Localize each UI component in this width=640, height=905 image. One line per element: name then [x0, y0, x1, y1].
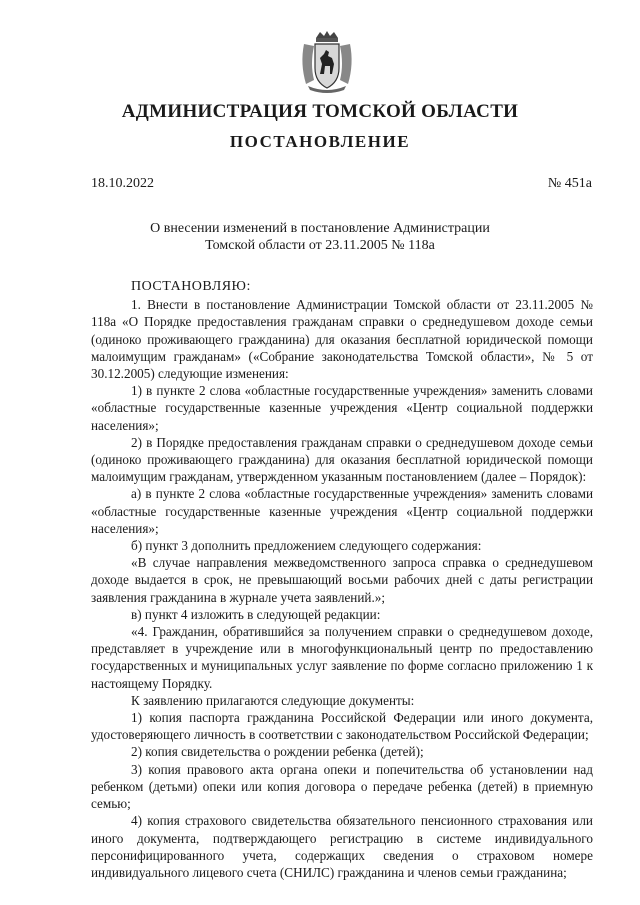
body-paragraph: 1) копия паспорта гражданина Российской Федерации или иного документа, удостоверяющего личность в соответствии с законодательством Российской Федерации;	[91, 710, 593, 743]
body-paragraph: 1) в пункте 2 слова «областные государственные учреждения» заменить словами «областные государственные казенные учреждения «Центр социальной поддержки населения»;	[91, 383, 593, 433]
document-number: № 451а	[547, 176, 592, 191]
document-date: 18.10.2022	[91, 176, 154, 191]
subject-line-1: О внесении изменений в постановление Администрации	[150, 221, 490, 236]
subject-line-2: Томской области от 23.11.2005 № 118а	[205, 238, 435, 253]
coat-of-arms-icon	[298, 30, 356, 94]
body-paragraph: 1. Внести в постановление Администрации Томской области от 23.11.2005 № 118а «О Порядке предоставления гражданам справки о среднедушевом доходе семьи (одиноко проживающего гражданина) для оказания бесплатной юридической помощи малоимущим гражданам» («Собрание законодательства Томской области», № 5 от 30.12.2005) следующие изменения:	[91, 297, 593, 382]
body-paragraph: К заявлению прилагаются следующие документы:	[131, 692, 415, 708]
document-body	[91, 278, 593, 881]
body-paragraph: 2) копия свидетельства о рождении ребенка (детей);	[131, 744, 424, 760]
body-paragraph: 3) копия правового акта органа опеки и попечительства об установлении над ребенком (детьми) опеки или копия договора о передаче ребенка (детей) в приемную семью;	[91, 761, 593, 812]
document-type: ПОСТАНОВЛЕНИЕ	[229, 132, 411, 151]
resolution-heading: ПОСТАНОВЛЯЮ:	[131, 279, 251, 294]
body-paragraph: б) пункт 3 дополнить предложением следующего содержания:	[131, 538, 482, 554]
body-paragraph: 4) копия страхового свидетельства обязательного пенсионного страхования или иного документа, подтверждающего регистрацию в системе индивидуального персонифицированного учета, содержащих сведения о страховом номере индивидуального лицевого счета (СНИЛС) гражданина и членов семьи гражданина;	[91, 813, 593, 880]
document-subject	[0, 220, 640, 254]
organization-title: АДМИНИСТРАЦИЯ ТОМСКОЙ ОБЛАСТИ	[121, 101, 519, 122]
body-paragraph: «В случае направления межведомственного запроса справка о среднедушевом доходе выдается в срок, не превышающий восьми рабочих дней с даты регистрации заявления гражданина в журнале учета заявлений.»;	[91, 555, 593, 605]
body-paragraph: в) пункт 4 изложить в следующей редакции:	[131, 606, 381, 622]
body-paragraph: 2) в Порядке предоставления гражданам справки о среднедушевом доходе семьи (одиноко проживающего гражданина) для оказания бесплатной юридической помощи малоимущим гражданам, утвержденном указанным постановлением (далее – Порядок):	[91, 434, 593, 485]
body-paragraph: а) в пункте 2 слова «областные государственные учреждения» заменить словами «областные государственные казенные учреждения «Центр социальной поддержки населения»;	[91, 486, 593, 536]
body-paragraph: «4. Гражданин, обратившийся за получением справки о среднедушевом доходе, представляет в учреждение или в многофункциональный центр по предоставлению государственных и муниципальных услуг заявление по форме согласно приложению 1 к настоящему Порядку.	[91, 624, 593, 691]
